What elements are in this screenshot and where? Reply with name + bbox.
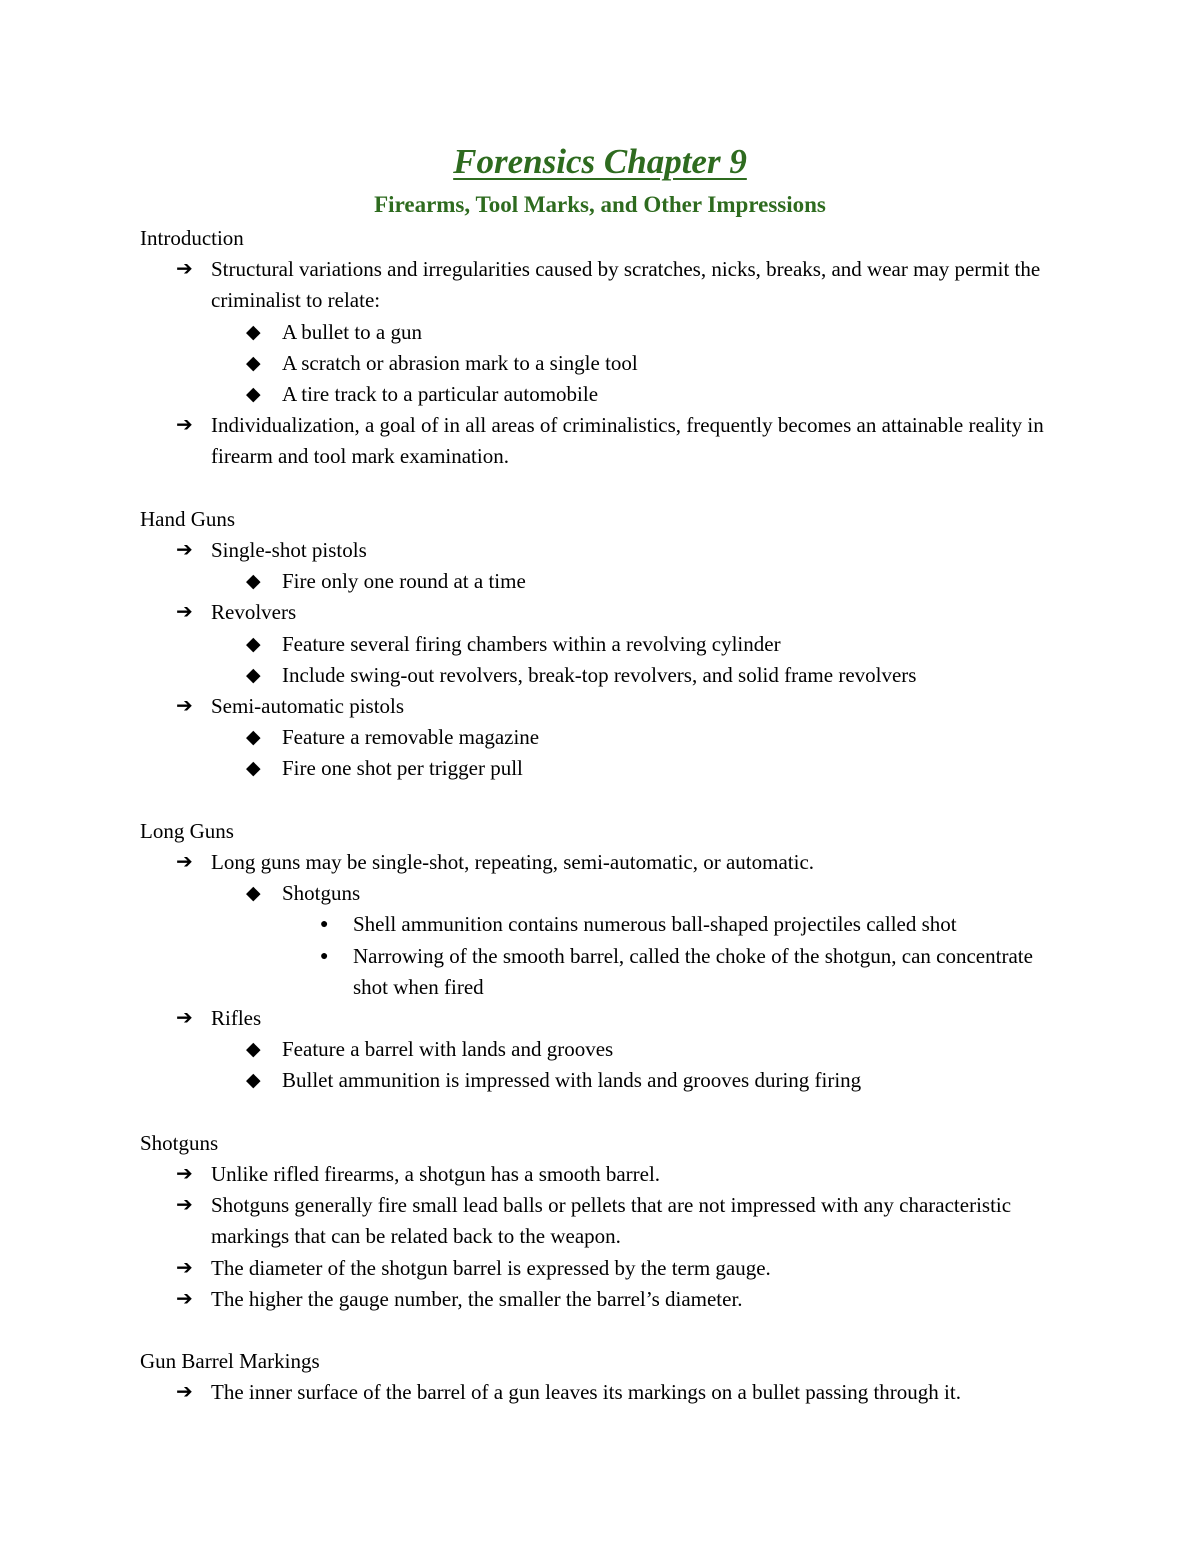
bullet-text: A tire track to a particular automobile	[282, 382, 599, 407]
section-heading: Gun Barrel Markings	[140, 1349, 320, 1374]
bullet-text: The inner surface of the barrel of a gun leaves its markings on a bullet passing through it.	[211, 1380, 961, 1405]
bullet-level-2	[140, 1065, 1140, 1096]
diamond-bullet-icon: ◆	[246, 727, 261, 749]
bullet-text: Single-shot pistols	[211, 538, 367, 563]
section	[140, 816, 1140, 1097]
bullet-text: Rifles	[211, 1006, 262, 1031]
bullet-level-1	[140, 597, 1140, 628]
section-spacer	[140, 1097, 1140, 1128]
section-spacer	[140, 473, 1140, 504]
bullet-text: Feature a removable magazine	[282, 725, 540, 750]
bullet-text: The higher the gauge number, the smaller the barrel’s diameter.	[211, 1286, 743, 1311]
arrow-bullet-icon: ➔	[176, 851, 193, 874]
bullet-text: Long guns may be single-shot, repeating, semi-automatic, or automatic.	[211, 850, 815, 875]
bullet-text: Individualization, a goal of in all areas of criminalistics, frequently becomes an attainable reality in firearm and tool mark examination.	[211, 413, 1044, 469]
bullet-text: Narrowing of the smooth barrel, called the choke of the shotgun, can concentrate shot when fired	[353, 943, 1033, 999]
arrow-bullet-icon: ➔	[176, 1007, 193, 1030]
document-subtitle: Firearms, Tool Marks, and Other Impressions	[374, 192, 826, 217]
section-heading: Introduction	[140, 226, 244, 250]
bullet-text: A bullet to a gun	[282, 319, 422, 344]
dot-bullet-icon: ●	[320, 917, 329, 933]
bullet-text: Shotguns	[282, 881, 361, 906]
diamond-bullet-icon: ◆	[246, 352, 261, 374]
arrow-bullet-icon: ➔	[176, 414, 193, 437]
bullet-text: Shotguns generally fire small lead balls or pellets that are not impressed with any characteristic markings that can be related back to the weapon.	[211, 1193, 1012, 1249]
arrow-bullet-icon: ➔	[176, 601, 193, 624]
bullet-level-1	[140, 1159, 1140, 1190]
bullet-level-2	[140, 379, 1140, 410]
bullet-level-1	[140, 1003, 1140, 1034]
bullet-text: Structural variations and irregularities caused by scratches, nicks, breaks, and wear may permit the criminalist to relate:	[211, 257, 1041, 313]
section	[140, 1128, 1140, 1315]
diamond-bullet-icon: ◆	[246, 883, 261, 905]
section	[140, 223, 1140, 473]
section	[140, 1346, 1140, 1408]
diamond-bullet-icon: ◆	[246, 633, 261, 655]
bullet-text: Include swing-out revolvers, break-top revolvers, and solid frame revolvers	[282, 662, 917, 687]
arrow-bullet-icon: ➔	[176, 1256, 193, 1279]
bullet-text: A scratch or abrasion mark to a single tool	[282, 350, 638, 375]
bullet-level-2	[140, 1034, 1140, 1065]
bullet-text: Fire one shot per trigger pull	[282, 756, 523, 781]
bullet-level-3	[140, 909, 1140, 940]
document-title: Forensics Chapter 9	[453, 142, 747, 181]
bullet-level-1	[140, 847, 1140, 878]
arrow-bullet-icon: ➔	[176, 1163, 193, 1186]
diamond-bullet-icon: ◆	[246, 1070, 261, 1092]
bullet-level-2	[140, 660, 1140, 691]
section-heading: Hand Guns	[140, 506, 236, 531]
bullet-level-1	[140, 1190, 1140, 1252]
diamond-bullet-icon: ◆	[246, 571, 261, 593]
dot-bullet-icon: ●	[320, 948, 329, 964]
bullet-level-1	[140, 254, 1140, 316]
bullet-level-2	[140, 878, 1140, 909]
diamond-bullet-icon: ◆	[246, 664, 261, 686]
section-heading: Long Guns	[140, 818, 234, 843]
arrow-bullet-icon: ➔	[176, 539, 193, 562]
bullet-text: Revolvers	[211, 600, 297, 625]
bullet-level-1	[140, 1253, 1140, 1284]
section-heading: Shotguns	[140, 1130, 219, 1155]
bullet-text: Feature a barrel with lands and grooves	[282, 1037, 614, 1062]
bullet-text: The diameter of the shotgun barrel is expressed by the term gauge.	[211, 1255, 771, 1280]
diamond-bullet-icon: ◆	[246, 321, 261, 343]
bullet-level-2	[140, 566, 1140, 597]
section-spacer	[140, 785, 1140, 816]
bullet-level-1	[140, 1284, 1140, 1315]
bullet-level-1	[140, 1377, 1140, 1408]
bullet-level-1	[140, 410, 1140, 472]
bullet-text: Feature several firing chambers within a revolving cylinder	[282, 631, 781, 656]
arrow-bullet-icon: ➔	[176, 1381, 193, 1404]
bullet-level-2	[140, 629, 1140, 660]
document-body	[140, 223, 1140, 1409]
bullet-text: Bullet ammunition is impressed with lands and grooves during firing	[282, 1068, 862, 1093]
arrow-bullet-icon: ➔	[176, 1194, 193, 1217]
bullet-level-1	[140, 691, 1140, 722]
bullet-level-2	[140, 753, 1140, 784]
section-spacer	[140, 1315, 1140, 1346]
bullet-level-2	[140, 348, 1140, 379]
bullet-level-3	[140, 941, 1140, 1003]
bullet-text: Shell ammunition contains numerous ball-shaped projectiles called shot	[353, 912, 957, 937]
bullet-text: Fire only one round at a time	[282, 569, 526, 594]
bullet-level-2	[140, 317, 1140, 348]
arrow-bullet-icon: ➔	[176, 258, 193, 281]
bullet-text: Semi-automatic pistols	[211, 694, 405, 719]
arrow-bullet-icon: ➔	[176, 1287, 193, 1310]
bullet-level-2	[140, 722, 1140, 753]
section	[140, 504, 1140, 785]
bullet-level-1	[140, 535, 1140, 566]
arrow-bullet-icon: ➔	[176, 695, 193, 718]
diamond-bullet-icon: ◆	[246, 758, 261, 780]
bullet-text: Unlike rifled firearms, a shotgun has a smooth barrel.	[211, 1162, 661, 1187]
diamond-bullet-icon: ◆	[246, 384, 261, 406]
diamond-bullet-icon: ◆	[246, 1039, 261, 1061]
